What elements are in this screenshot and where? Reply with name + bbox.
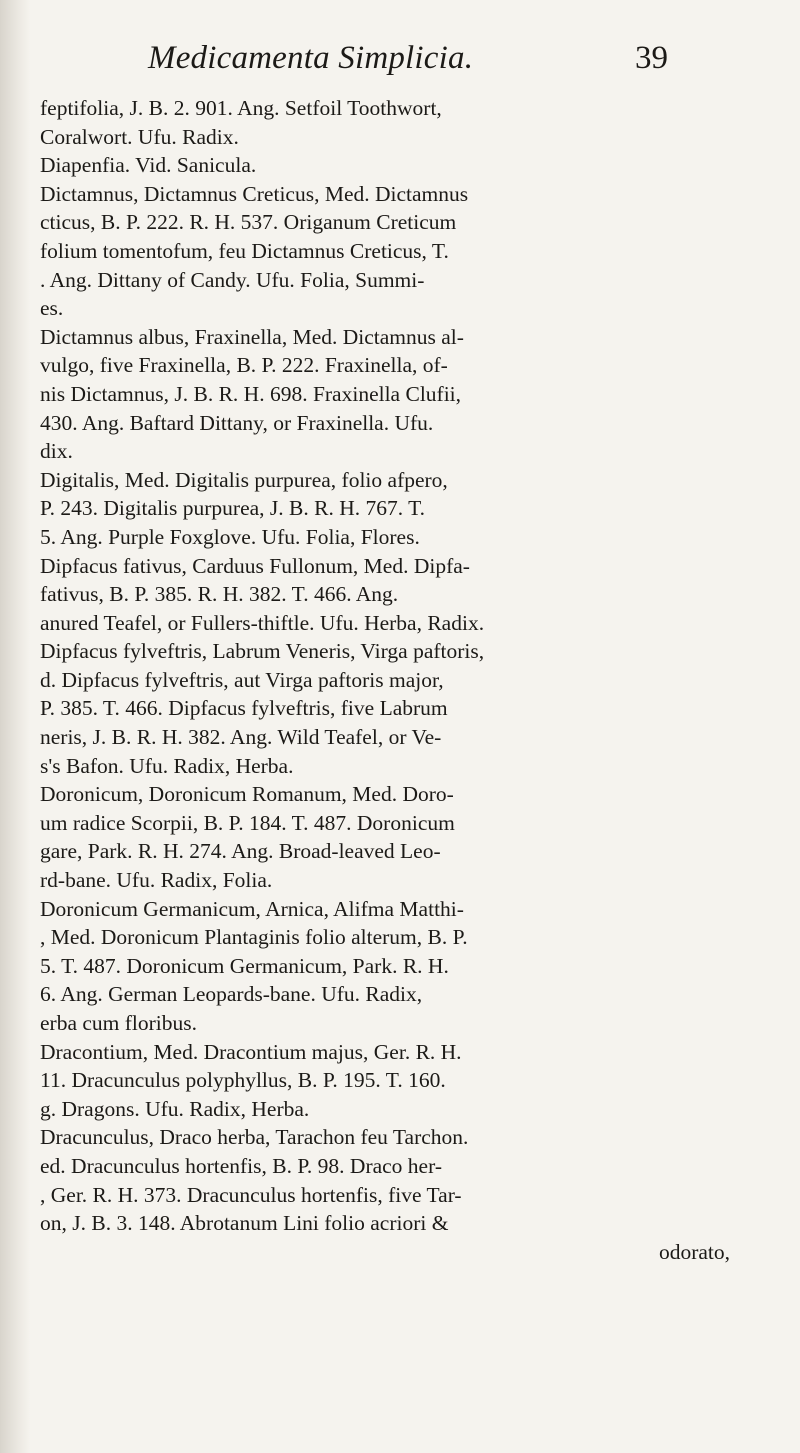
page-header	[148, 40, 668, 92]
text-line: nis Dictamnus, J. B. R. H. 698. Fraxinella Clufii,	[40, 381, 462, 406]
text-line: Dracunculus, Draco herba, Tarachon feu Tarchon.	[40, 1125, 469, 1150]
page-number: 39	[635, 40, 668, 76]
text-line: , Med. Doronicum Plantaginis folio alterum, B. P.	[40, 925, 468, 950]
text-line: , Ger. R. H. 373. Dracunculus hortenfis, five Tar-	[40, 1182, 462, 1207]
text-line: Dictamnus, Dictamnus Creticus, Med. Dictamnus	[40, 181, 469, 206]
text-line: neris, J. B. R. H. 382. Ang. Wild Teafel, or Ve-	[40, 725, 442, 750]
text-line: um radice Scorpii, B. P. 184. T. 487. Doronicum	[40, 810, 455, 835]
text-line: cticus, B. P. 222. R. H. 537. Origanum Creticum	[40, 210, 457, 235]
text-line: Doronicum Germanicum, Arnica, Alifma Matthi-	[40, 896, 464, 921]
text-line: 5. Ang. Purple Foxglove. Ufu. Folia, Flores.	[40, 524, 420, 549]
running-title: Medicamenta Simplicia.	[148, 40, 474, 76]
page-binding-edge	[0, 0, 30, 1453]
text-line: P. 243. Digitalis purpurea, J. B. R. H. 767. T.	[40, 496, 426, 521]
text-line: 5. T. 487. Doronicum Germanicum, Park. R. H.	[40, 953, 449, 978]
text-line: erba cum floribus.	[40, 1011, 198, 1035]
text-line: Doronicum, Doronicum Romanum, Med. Doro-	[40, 782, 454, 807]
catchword-line: odorato,	[658, 1239, 730, 1264]
text-line: dix.	[40, 439, 73, 464]
text-line: anured Teafel, or Fullers-thiftle. Ufu. Herba, Radix.	[40, 610, 485, 635]
text-line: Dictamnus albus, Fraxinella, Med. Dictamnus al-	[40, 324, 464, 349]
text-line: feptifolia, J. B. 2. 901. Ang. Setfoil Toothwort,	[40, 96, 442, 120]
text-line: 430. Ang. Baftard Dittany, or Fraxinella. Ufu.	[40, 410, 434, 435]
text-line: d. Dipfacus fylveftris, aut Virga paftoris major,	[40, 667, 444, 692]
text-line: rd-bane. Ufu. Radix, Folia.	[40, 868, 273, 893]
text-line: Digitalis, Med. Digitalis purpurea, folio afpero,	[40, 467, 448, 492]
text-line: 6. Ang. German Leopards-bane. Ufu. Radix,	[40, 982, 423, 1007]
text-line: folium tomentofum, feu Dictamnus Creticus, T.	[40, 238, 449, 263]
text-line: Coralwort. Ufu. Radix.	[40, 124, 239, 149]
text-line: s's Bafon. Ufu. Radix, Herba.	[40, 753, 294, 778]
text-line: Dracontium, Med. Dracontium majus, Ger. R. H.	[40, 1039, 462, 1064]
text-line: gare, Park. R. H. 274. Ang. Broad-leaved Leo-	[40, 839, 441, 864]
text-line: fativus, B. P. 385. R. H. 382. T. 466. Ang.	[40, 582, 399, 607]
body-text	[40, 94, 740, 1266]
text-line: . Ang. Dittany of Candy. Ufu. Folia, Summi-	[40, 267, 425, 292]
text-line: Diapenfia. Vid. Sanicula.	[40, 153, 257, 178]
text-line: es.	[40, 296, 64, 321]
text-line: on, J. B. 3. 148. Abrotanum Lini folio acriori &	[40, 1211, 449, 1236]
text-line: P. 385. T. 466. Dipfacus fylveftris, five Labrum	[40, 696, 448, 721]
text-line: ed. Dracunculus hortenfis, B. P. 98. Draco her-	[40, 1153, 442, 1178]
text-line: vulgo, five Fraxinella, B. P. 222. Fraxinella, of-	[40, 353, 448, 378]
text-line: 11. Dracunculus polyphyllus, B. P. 195. T. 160.	[40, 1068, 446, 1093]
text-line: Dipfacus fylveftris, Labrum Veneris, Virga paftoris,	[40, 639, 485, 664]
text-line: g. Dragons. Ufu. Radix, Herba.	[40, 1096, 310, 1121]
text-line: Dipfacus fativus, Carduus Fullonum, Med. Dipfa-	[40, 553, 470, 578]
